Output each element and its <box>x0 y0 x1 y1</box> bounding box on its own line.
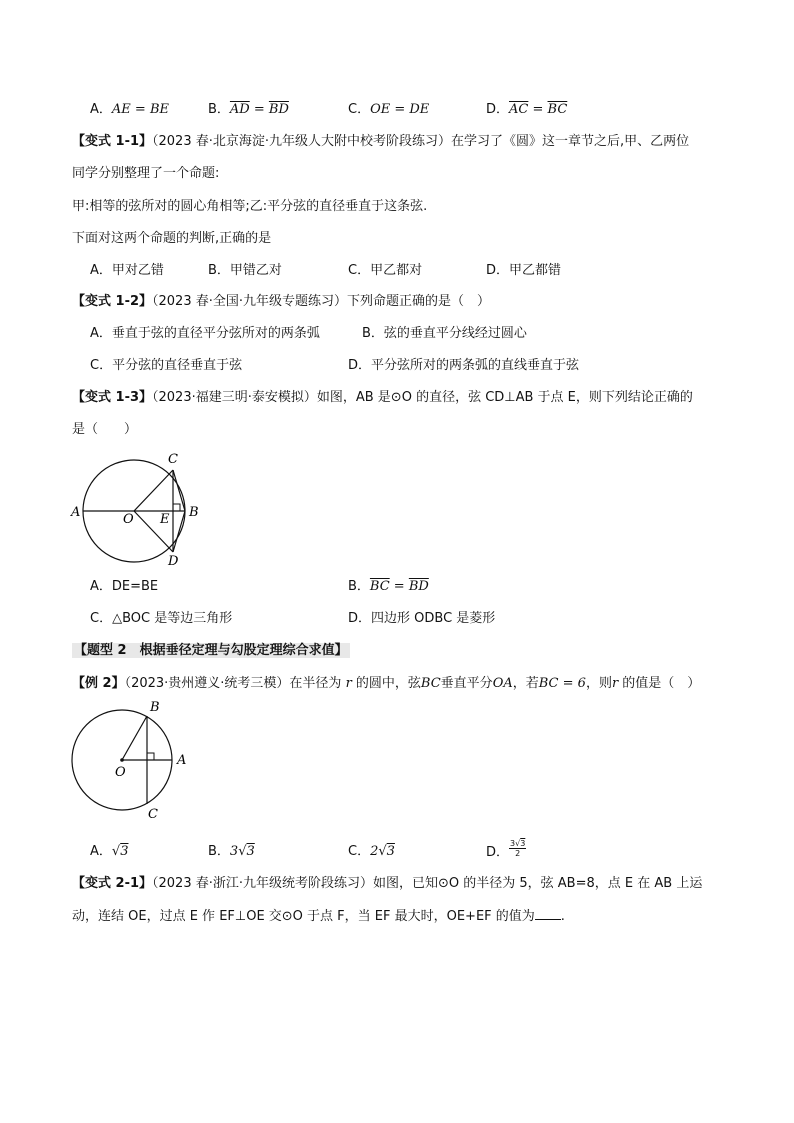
text-part: 垂直平分 <box>440 676 493 691</box>
v13-line1 <box>72 389 693 407</box>
question-text: （2023 春·北京海淀·九年级人大附中校考阶段练习）在学习了《圆》这一章节之后,甲、乙两位 <box>152 134 690 149</box>
label-o: O <box>123 512 134 527</box>
ex2-option-d[interactable] <box>486 839 526 862</box>
v12-option-a[interactable]: A．垂直于弦的直径平分弦所对的两条弧 <box>90 326 320 341</box>
v11-line2: 同学分别整理了一个命题: <box>72 166 220 181</box>
segment-ob <box>122 716 147 760</box>
arc-right: $\overline{BD}$ <box>268 102 289 117</box>
ex2-option-b[interactable] <box>208 843 255 861</box>
option-letter: D． <box>486 102 510 117</box>
question-text: 动，连结 OE，过点 E 作 EF⊥OE 交⊙O 于点 F，当 EF 最大时，OE+EF 的值为 <box>72 909 535 924</box>
text-part: 的圆中，弦 <box>351 676 421 691</box>
arc-right: $\overline{BC}$ <box>547 102 568 117</box>
segment-cb <box>173 470 185 511</box>
question-text: （2023 春·全国·九年级专题练习）下列命题正确的是（ ） <box>152 294 490 309</box>
option-letter: B． <box>348 579 370 594</box>
answer-blank[interactable] <box>535 907 561 920</box>
label-a: A <box>177 753 187 768</box>
sqrt-value: 3 <box>246 844 255 859</box>
v13-option-d[interactable]: D．四边形 ODBC 是菱形 <box>348 611 496 626</box>
label-b: B <box>150 700 160 715</box>
sqrt-value: 3 <box>520 839 526 848</box>
v12-line1 <box>72 293 490 311</box>
v11-line1 <box>72 133 689 151</box>
equals: = <box>249 102 269 117</box>
option-letter: B． <box>208 844 230 859</box>
option-letter: B． <box>208 102 230 117</box>
q0-option-b[interactable] <box>208 101 289 119</box>
arc-left: $\overline{BC}$ <box>369 579 390 594</box>
label-o: O <box>115 765 126 780</box>
section2-title <box>72 642 350 660</box>
v12-option-d[interactable]: D．平分弦所对的两条弧的直线垂直于弦 <box>348 358 580 373</box>
sqrt-value: 3 <box>386 844 395 859</box>
v13-line2: 是（ ） <box>72 422 138 437</box>
sqrt-sign: √ <box>238 844 247 859</box>
text-part: ，则 <box>585 676 612 691</box>
v11-option-a[interactable]: A．甲对乙错 <box>90 263 164 278</box>
right-angle-mark <box>147 753 154 760</box>
math-bc: BC <box>538 676 559 691</box>
ex2-option-a[interactable] <box>90 843 128 861</box>
v13-option-b[interactable] <box>348 578 429 596</box>
label-e: E <box>160 512 170 527</box>
equals: = <box>389 579 409 594</box>
question-tag: 【变式 1-1】 <box>72 134 153 149</box>
v11-option-d[interactable]: D．甲乙都错 <box>486 263 562 278</box>
center-dot <box>120 758 124 762</box>
question-tag: 【例 2】 <box>72 676 125 691</box>
option-letter: D． <box>486 845 510 860</box>
ex2-circle-figure <box>64 697 198 823</box>
label-c: C <box>168 452 178 467</box>
period: . <box>560 909 565 924</box>
right-angle-mark <box>173 504 180 511</box>
sqrt-sign: √ <box>378 844 387 859</box>
coef: 3 <box>510 839 516 848</box>
arc-right: $\overline{BD}$ <box>408 579 429 594</box>
fraction-denominator: 2 <box>515 849 521 858</box>
q0-option-a[interactable] <box>90 101 169 119</box>
q0-option-d[interactable] <box>486 101 567 119</box>
v13-option-c[interactable]: C．△BOC 是等边三角形 <box>90 611 233 626</box>
question-tag: 【变式 1-2】 <box>72 294 153 309</box>
question-text: （2023·福建三明·泰安模拟）如图，AB 是⊙O 的直径，弦 CD⊥AB 于点 E，则下列结论正确的 <box>152 390 693 405</box>
question-text: （2023 春·浙江·九年级统考阶段练习）如图，已知⊙O 的半径为 5，弦 AB=8，点 E 在 AB 上运 <box>152 876 703 891</box>
option-letter: A． <box>90 844 112 859</box>
arc-left: $\overline{AC}$ <box>509 102 529 117</box>
section-title-text: 【题型 2 根据垂径定理与勾股定理综合求值】 <box>74 643 348 658</box>
v12-option-b[interactable]: B．弦的垂直平分线经过圆心 <box>362 326 527 341</box>
sqrt-value: 3 <box>120 844 129 859</box>
ex2-line1 <box>72 675 700 693</box>
label-d: D <box>168 554 179 569</box>
label-b: B <box>189 505 199 520</box>
fraction <box>509 839 526 858</box>
label-a: A <box>71 505 81 520</box>
v12-option-c[interactable]: C．平分弦的直径垂直于弦 <box>90 358 243 373</box>
ex2-option-c[interactable] <box>348 843 395 861</box>
math-bc: BC <box>420 676 441 691</box>
math-r: r <box>345 676 352 691</box>
segment-oc <box>134 470 173 511</box>
option-text: AE = BE <box>111 102 169 117</box>
equals: = <box>528 102 548 117</box>
text-part: （2023·贵州遵义·统考三模）在半径为 <box>124 676 346 691</box>
math-oa: OA <box>492 676 513 691</box>
label-c: C <box>148 807 158 822</box>
v13-circle-figure <box>68 448 214 570</box>
v11-option-c[interactable]: C．甲乙都对 <box>348 263 423 278</box>
v11-option-b[interactable]: B．甲错乙对 <box>208 263 282 278</box>
text-part: ，若 <box>512 676 539 691</box>
fraction-numerator <box>509 839 526 849</box>
math-r: r <box>611 676 619 691</box>
coef: 3 <box>229 844 239 859</box>
v21-line1 <box>72 875 702 893</box>
question-tag: 【变式 1-3】 <box>72 390 153 405</box>
option-letter: C． <box>348 102 371 117</box>
question-tag: 【变式 2-1】 <box>72 876 153 891</box>
arc-left: $\overline{AD}$ <box>229 102 250 117</box>
option-letter: C． <box>348 844 371 859</box>
sqrt-sign: √ <box>515 839 521 848</box>
math-eq: = 6 <box>558 676 586 691</box>
option-text: OE = DE <box>370 102 430 117</box>
v21-line2 <box>72 907 565 926</box>
v13-option-a[interactable]: A．DE=BE <box>90 579 159 594</box>
sqrt-sign: √ <box>111 844 121 859</box>
v11-line3: 甲:相等的弦所对的圆心角相等;乙:平分弦的直径垂直于这条弦. <box>72 199 428 214</box>
q0-option-c[interactable] <box>348 101 429 119</box>
v11-line4: 下面对这两个命题的判断,正确的是 <box>72 231 272 246</box>
option-letter: A． <box>90 102 112 117</box>
coef: 2 <box>370 844 379 859</box>
text-part: 的值是（ ） <box>618 676 701 691</box>
segment-db <box>173 511 185 552</box>
